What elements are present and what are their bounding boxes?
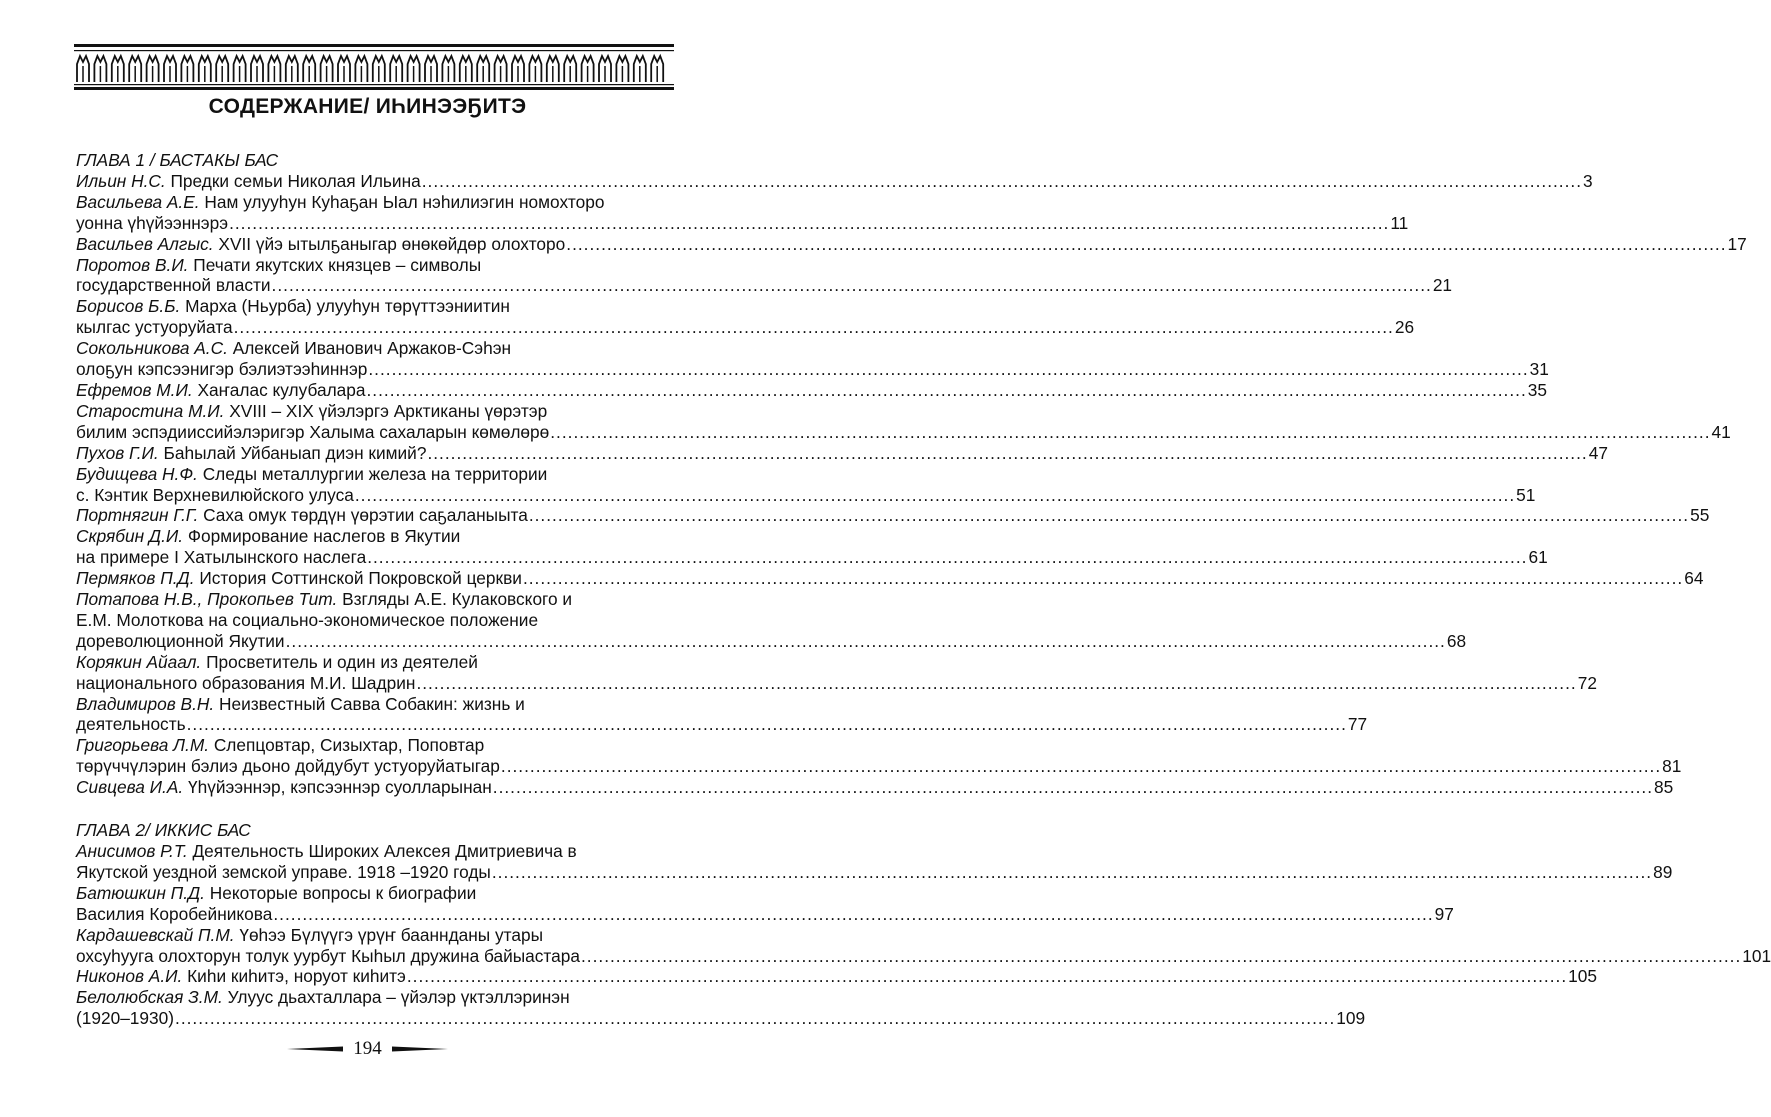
entry-title-text: Баһылай Уйбаныап диэн кимий? bbox=[163, 442, 427, 463]
entry-page-number: 35 bbox=[1527, 379, 1547, 400]
entry-author: Пермяков П.Д. bbox=[76, 568, 195, 589]
entry-title-text: Слепцовтар, Сизыхтар, Поповтар bbox=[213, 735, 485, 756]
toc-entry bbox=[76, 442, 1608, 464]
toc-entry-line bbox=[76, 589, 708, 610]
toc-entry-text bbox=[76, 422, 549, 443]
entry-title-text: Улуус дьахталлара – үйэлэр үктэллэринэн bbox=[227, 987, 570, 1008]
toc-entry-line bbox=[76, 547, 1548, 568]
toc-entry-line bbox=[76, 987, 708, 1008]
entry-author: Потапова Н.В., Прокопьев Тит. bbox=[76, 589, 338, 610]
toc-entry-line bbox=[76, 464, 708, 485]
toc-entry bbox=[76, 191, 1409, 234]
entry-title-text: билим эспэдииссийэлэригэр Халыма сахаларын көмөлөрө bbox=[76, 421, 550, 442]
toc-entry bbox=[76, 693, 1368, 736]
dot-leader: ........................................................................................................................................................................................................ bbox=[186, 714, 1347, 735]
toc-entry-line bbox=[76, 526, 708, 547]
entry-title-text: олоҕун кэпсээнигэр бэлиэтээһиннэр bbox=[76, 359, 368, 380]
entry-page-number: 109 bbox=[1336, 1008, 1366, 1029]
toc-entry bbox=[76, 924, 1771, 967]
dot-leader: ........................................................................................................................................................................................................ bbox=[285, 630, 1446, 651]
entry-page-number: 105 bbox=[1568, 966, 1597, 987]
entry-title-text: Следы металлургии железа на территории bbox=[202, 463, 548, 484]
entry-title-text: с. Кэнтик Верхневилюйского улуса bbox=[76, 484, 354, 505]
toc-entry-line bbox=[76, 338, 708, 359]
toc-entry-line bbox=[76, 841, 708, 862]
toc-entry-text bbox=[76, 443, 426, 464]
entry-title-text: на примере I Хатылынского наслега bbox=[76, 547, 367, 568]
entry-author: Батюшкин П.Д. bbox=[76, 882, 205, 903]
toc-entry bbox=[76, 651, 1597, 694]
entry-title-text: деятельность bbox=[76, 714, 186, 735]
toc-entry bbox=[76, 296, 1415, 338]
dot-leader: ........................................................................................................................................................................................................ bbox=[354, 484, 1516, 505]
entry-author: Сокольникова А.С. bbox=[76, 338, 228, 359]
toc-entry-line bbox=[76, 275, 1453, 296]
toc-entry-text bbox=[76, 380, 366, 401]
dot-leader: ........................................................................................................................................................................................................ bbox=[528, 505, 1690, 526]
entry-title-text: Хаҥалас кулубалара bbox=[197, 379, 366, 400]
toc-entry-line bbox=[76, 401, 708, 422]
entry-title-text: Марха (Ньурба) улууһун төрүттээниитин bbox=[185, 296, 510, 317]
entry-page-number: 51 bbox=[1516, 484, 1536, 505]
dot-leader: ........................................................................................................................................................................................................ bbox=[367, 547, 1528, 568]
entry-title-text: Якутской уездной земской управе. 1918 –1920 годы bbox=[76, 861, 491, 882]
toc-entry-line bbox=[76, 1008, 1366, 1029]
toc-entry-text bbox=[76, 756, 500, 777]
chapter-2 bbox=[76, 820, 1771, 1029]
toc-entry-text bbox=[76, 966, 406, 987]
chapter-1 bbox=[76, 150, 1747, 798]
toc-entry-line bbox=[76, 694, 708, 715]
toc-entry bbox=[76, 170, 1593, 192]
entry-title-text: (1920–1930) bbox=[76, 1008, 175, 1029]
dot-leader: ........................................................................................................................................................................................................ bbox=[566, 233, 1727, 254]
dot-leader: ........................................................................................................................................................................................................ bbox=[550, 421, 1711, 442]
dot-leader: ........................................................................................................................................................................................................ bbox=[427, 442, 1588, 463]
entry-page-number: 68 bbox=[1446, 630, 1467, 651]
page-number: 194 bbox=[353, 1038, 382, 1059]
toc-entry-line bbox=[76, 170, 1593, 192]
entry-page-number: 89 bbox=[1653, 861, 1673, 882]
toc-entry-line bbox=[76, 212, 1409, 234]
toc-entry-line bbox=[76, 630, 1467, 652]
dot-leader: ........................................................................................................................................................................................................ bbox=[406, 966, 1568, 987]
entry-author: Поротов В.И. bbox=[76, 254, 189, 275]
entry-author: Григорьева Л.М. bbox=[76, 735, 210, 756]
entry-title-text: Е.М. Молоткова на социально-экономическое положение bbox=[76, 609, 539, 630]
entry-title-text: Предки семьи Николая Ильина bbox=[170, 170, 421, 191]
dot-leader: ........................................................................................................................................................................................................ bbox=[366, 379, 1527, 400]
entry-title-text: Үөһээ Бүлүүгэ үрүҥ бааннданы утары bbox=[239, 924, 544, 945]
entry-title-text: XVIII – XIX үйэлэргэ Арктиканы үөрэтэр bbox=[229, 400, 548, 421]
entry-title-text: Саха омук төрдүн үөрэтии саҕаланыыта bbox=[203, 505, 528, 526]
right-arrow-ornament bbox=[392, 1044, 448, 1054]
dot-leader: ........................................................................................................................................................................................................ bbox=[421, 170, 1583, 191]
entry-page-number: 26 bbox=[1394, 317, 1415, 338]
dot-leader: ........................................................................................................................................................................................................ bbox=[368, 359, 1529, 380]
entry-author: Старостина М.И. bbox=[76, 400, 225, 421]
toc-entry-text bbox=[76, 568, 522, 589]
entry-page-number: 81 bbox=[1662, 756, 1682, 777]
toc-entry-line bbox=[76, 903, 1454, 925]
dot-leader: ........................................................................................................................................................................................................ bbox=[491, 861, 1653, 882]
dot-leader: ........................................................................................................................................................................................................ bbox=[581, 945, 1742, 966]
entry-title-text: Нам улууһун Куһаҕан Ыал нэһилиэгин номохторо bbox=[204, 191, 605, 212]
toc-entry-line bbox=[76, 296, 708, 317]
entry-title-text: Формирование наслегов в Якутии bbox=[187, 526, 461, 547]
toc-entry-line bbox=[76, 610, 708, 631]
entry-title-text: Үһүйээннэр, кэпсээннэр суолларынан bbox=[187, 777, 492, 798]
entry-author: Пухов Г.И. bbox=[76, 442, 159, 463]
entry-author: Портнягин Г.Г. bbox=[76, 505, 199, 526]
page-title: СОДЕРЖАНИЕ/ ИҺИНЭЭҔИТЭ bbox=[208, 95, 527, 118]
toc-entry-line bbox=[76, 192, 708, 213]
toc-entry-text bbox=[76, 777, 492, 798]
dot-leader: ........................................................................................................................................................................................................ bbox=[273, 903, 1434, 924]
toc-entry-line bbox=[76, 735, 708, 756]
toc-entry-text bbox=[76, 673, 415, 694]
toc-entry-text bbox=[76, 904, 272, 925]
entry-page-number: 64 bbox=[1684, 568, 1704, 589]
dot-leader: ........................................................................................................................................................................................................ bbox=[233, 317, 1394, 338]
entry-page-number: 11 bbox=[1390, 212, 1409, 233]
entry-page-number: 47 bbox=[1588, 442, 1608, 463]
toc-entry bbox=[76, 233, 1747, 255]
toc-entry bbox=[76, 505, 1710, 526]
entry-author: Ефремов М.И. bbox=[76, 379, 193, 400]
toc-entry-text bbox=[76, 171, 421, 192]
entry-author: Кардашевскай П.М. bbox=[76, 924, 235, 945]
toc-entry bbox=[76, 254, 1453, 297]
toc-entry-text bbox=[76, 547, 366, 568]
entry-author: Васильев Алгыс. bbox=[76, 233, 214, 254]
chapter-heading: ГЛАВА 2/ ИККИС БАС bbox=[76, 820, 251, 841]
entry-author: Сивцева И.А. bbox=[76, 777, 184, 798]
table-of-contents bbox=[76, 150, 1771, 1029]
toc-entry-text bbox=[76, 317, 233, 338]
entry-author: Анисимов Р.Т. bbox=[76, 841, 188, 861]
entry-title-text: История Соттинской Покровской церкви bbox=[199, 568, 522, 589]
entry-page-number: 77 bbox=[1347, 714, 1368, 735]
toc-entry-text bbox=[76, 946, 580, 967]
dot-leader: ........................................................................................................................................................................................................ bbox=[522, 568, 1684, 589]
toc-entry-line bbox=[76, 359, 1549, 380]
toc-entry-line bbox=[76, 966, 1597, 987]
entry-title-text: Просветитель и один из деятелей bbox=[206, 651, 478, 672]
entry-page-number: 41 bbox=[1711, 421, 1731, 442]
toc-entry-line bbox=[76, 317, 1415, 338]
entry-page-number: 85 bbox=[1654, 777, 1674, 798]
toc-entry-text bbox=[76, 213, 228, 234]
entry-author: Белолюбская З.М. bbox=[76, 987, 223, 1008]
entry-title-text: кылгас устуоруйата bbox=[76, 317, 233, 338]
chapter-entries bbox=[76, 841, 1771, 1029]
toc-entry-line bbox=[76, 756, 1682, 777]
toc-entry bbox=[76, 463, 1536, 506]
toc-entry bbox=[76, 735, 1682, 777]
entry-title-text: Некоторые вопросы к биографии bbox=[209, 882, 477, 903]
dot-leader: ........................................................................................................................................................................................................ bbox=[271, 275, 1432, 296]
entry-author: Корякин Айаал. bbox=[76, 651, 202, 672]
toc-entry-line bbox=[76, 861, 1673, 883]
entry-author: Владимиров В.Н. bbox=[76, 693, 215, 714]
entry-title-text: Взгляды А.Е. Кулаковского и bbox=[342, 589, 573, 610]
toc-entry bbox=[76, 589, 1467, 652]
entry-title-text: дореволюционной Якутии bbox=[76, 630, 285, 651]
toc-entry-text bbox=[76, 485, 354, 506]
page-footer bbox=[0, 1038, 735, 1060]
toc-entry-line bbox=[76, 568, 1704, 589]
entry-page-number: 97 bbox=[1434, 903, 1454, 924]
toc-entry-text bbox=[76, 505, 528, 526]
toc-entry-line bbox=[76, 672, 1597, 694]
entry-title-text: уонна үһүйээннэрэ bbox=[76, 212, 229, 233]
toc-entry bbox=[76, 882, 1454, 925]
entry-title-text: Деятельность Широких Алексея Дмитриевича в bbox=[192, 841, 577, 861]
dot-leader: ........................................................................................................................................................................................................ bbox=[492, 777, 1654, 798]
entry-page-number: 72 bbox=[1577, 672, 1597, 693]
entry-page-number: 55 bbox=[1690, 505, 1710, 526]
entry-title-text: Василия Коробейникова bbox=[76, 903, 273, 924]
toc-entry-line bbox=[76, 777, 1674, 798]
toc-entry-line bbox=[76, 484, 1536, 506]
entry-page-number: 17 bbox=[1727, 233, 1747, 254]
toc-entry bbox=[76, 841, 1673, 883]
toc-entry-line bbox=[76, 442, 1608, 464]
toc-entry-line bbox=[76, 379, 1547, 401]
toc-entry-text bbox=[76, 631, 285, 652]
entry-title-text: Алексей Иванович Аржаков-Сэһэн bbox=[232, 338, 512, 359]
dot-leader: ........................................................................................................................................................................................................ bbox=[229, 212, 1390, 233]
toc-entry-text bbox=[76, 862, 491, 883]
entry-author: Васильева А.Е. bbox=[76, 191, 200, 212]
toc-entry-text bbox=[76, 714, 186, 735]
chapter-entries bbox=[76, 170, 1747, 798]
toc-entry-line bbox=[76, 255, 708, 276]
toc-entry bbox=[76, 379, 1547, 401]
toc-entry-line bbox=[76, 883, 708, 904]
entry-page-number: 3 bbox=[1583, 170, 1593, 191]
entry-title-text: Печати якутских князцев – символы bbox=[193, 254, 482, 275]
toc-entry-line bbox=[76, 714, 1368, 735]
toc-entry-line bbox=[76, 652, 708, 673]
entry-title-text: государственной власти bbox=[76, 275, 271, 296]
toc-entry bbox=[76, 777, 1674, 798]
toc-entry-line bbox=[76, 925, 708, 946]
entry-page-number: 61 bbox=[1528, 547, 1548, 568]
entry-page-number: 101 bbox=[1742, 945, 1771, 966]
left-arrow-ornament bbox=[287, 1044, 343, 1054]
toc-entry bbox=[76, 966, 1597, 987]
entry-author: Будищева Н.Ф. bbox=[76, 463, 198, 484]
toc-entry-text bbox=[76, 1008, 174, 1029]
decorative-ornament-border bbox=[74, 42, 674, 92]
entry-author: Скрябин Д.И. bbox=[76, 526, 184, 547]
entry-title-text: төрүччүлэрин бэлиэ дьоно дойдубут устуоруйатыгар bbox=[76, 756, 500, 777]
toc-entry bbox=[76, 987, 1366, 1029]
toc-entry-text bbox=[76, 234, 565, 255]
toc-entry bbox=[76, 338, 1549, 380]
entry-author: Никонов А.И. bbox=[76, 966, 183, 987]
toc-entry-line bbox=[76, 421, 1731, 443]
entry-page-number: 21 bbox=[1432, 275, 1453, 296]
toc-entry-text bbox=[76, 275, 271, 296]
toc-entry-text bbox=[76, 359, 367, 380]
toc-entry bbox=[76, 568, 1704, 589]
toc-entry-line bbox=[76, 505, 1710, 526]
entry-title-text: охсуһууга олохторун толук уурбут Кыһыл дружина байыастара bbox=[76, 945, 580, 966]
toc-entry bbox=[76, 400, 1731, 443]
dot-leader: ........................................................................................................................................................................................................ bbox=[175, 1008, 1336, 1029]
entry-title-text: XVII үйэ ытылҕаныгар өнөкөйдөр олохторо bbox=[218, 233, 566, 254]
toc-entry-line bbox=[76, 945, 1771, 967]
dot-leader: ........................................................................................................................................................................................................ bbox=[416, 672, 1577, 693]
entry-title-text: Неизвестный Савва Собакин: жизнь и bbox=[218, 693, 525, 714]
entry-title-text: национального образования М.И. Шадрин bbox=[76, 672, 416, 693]
toc-entry bbox=[76, 526, 1548, 568]
entry-page-number: 31 bbox=[1529, 359, 1549, 380]
entry-author: Борисов Б.Б. bbox=[76, 296, 181, 317]
entry-author: Ильин Н.С. bbox=[76, 170, 166, 191]
entry-title-text: Киһи киһитэ, норуот киһитэ bbox=[187, 966, 406, 987]
dot-leader: ........................................................................................................................................................................................................ bbox=[500, 756, 1662, 777]
toc-entry-line bbox=[76, 233, 1747, 255]
chapter-heading: ГЛАВА 1 / БАСТАКЫ БАС bbox=[76, 150, 279, 170]
